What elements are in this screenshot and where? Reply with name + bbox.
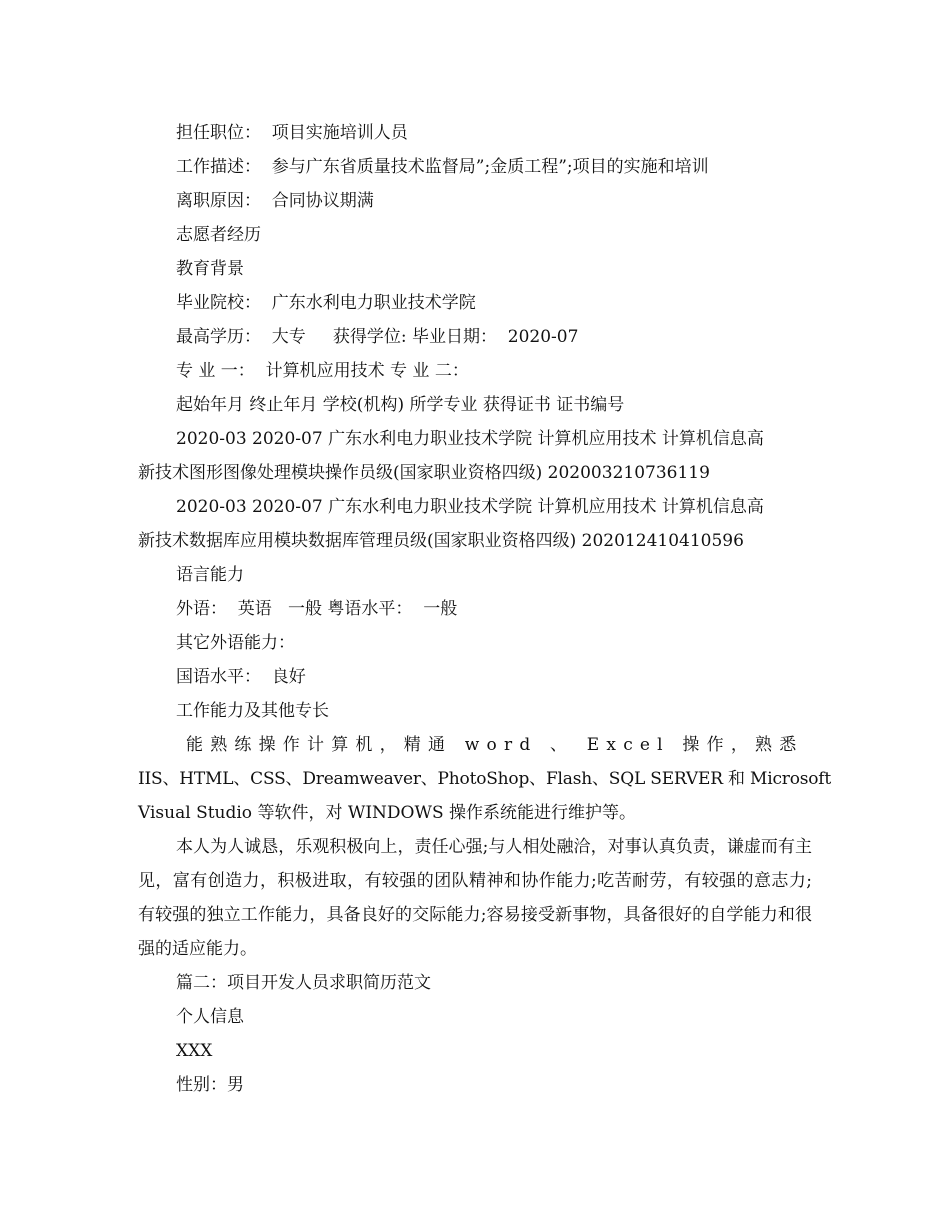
gender-line: 性别：男 (176, 1075, 244, 1095)
name-line: XXX (176, 1041, 213, 1061)
certificate-entry-1-line-1: 2020-03 2020-07 广东水利电力职业技术学院 计算机应用技术 计算机信息高 (176, 429, 764, 449)
leave-reason-line: 离职原因： 合同协议期满 (176, 191, 374, 211)
work-description-line: 工作描述： 参与广东省质量技术监督局”;金质工程”;项目的实施和培训 (176, 157, 709, 177)
certificate-entry-2-line-1: 2020-03 2020-07 广东水利电力职业技术学院 计算机应用技术 计算机信息高 (176, 497, 764, 517)
document-body (138, 116, 832, 1102)
language-heading: 语言能力 (176, 565, 244, 585)
skills-line-1: 能熟练操作计算机，精通 word 、 Excel 操作，熟悉 (186, 735, 804, 755)
skills-line-2: IIS、HTML、CSS、Dreamweaver、PhotoShop、Flash、SQL SERVER 和 Microsoft (138, 769, 832, 789)
education-heading: 教育背景 (176, 259, 244, 279)
degree-line: 最高学历： 大专 获得学位: 毕业日期： 2020-07 (176, 327, 579, 347)
major-line: 专 业 一： 计算机应用技术 专 业 二： (176, 361, 469, 381)
skills-line-3: Visual Studio 等软件，对 WINDOWS 操作系统能进行维护等。 (138, 803, 637, 823)
personal-info-heading: 个人信息 (176, 1007, 244, 1027)
certificate-header-line: 起始年月 终止年月 学校(机构) 所学专业 获得证书 证书编号 (176, 395, 625, 415)
certificate-entry-1 (138, 422, 812, 490)
foreign-language-line: 外语： 英语 一般 粤语水平： 一般 (176, 599, 458, 619)
volunteer-heading: 志愿者经历 (176, 225, 261, 245)
certificate-entry-1-line-2: 新技术图形图像处理模块操作员级(国家职业资格四级) 202003210736119 (138, 463, 710, 483)
certificate-entry-2 (138, 490, 812, 558)
school-line: 毕业院校： 广东水利电力职业技术学院 (176, 293, 476, 313)
certificate-entry-2-line-2: 新技术数据库应用模块数据库管理员级(国家职业资格四级) 202012410410596 (138, 531, 744, 551)
mandarin-line: 国语水平： 良好 (176, 667, 306, 687)
part-two-heading: 篇二：项目开发人员求职简历范文 (176, 973, 431, 993)
self-evaluation-paragraph: 本人为人诚恳，乐观积极向上，责任心强;与人相处融洽，对事认真负责，谦虚而有主见，富有创造力，积极进取，有较强的团队精神和协作能力;吃苦耐劳，有较强的意志力;有较强的独立工作能力，具备良好的交际能力;容易接受新事物，具备很好的自学能力和很强的适应能力。 (138, 837, 812, 959)
skills-heading: 工作能力及其他专长 (176, 701, 329, 721)
other-foreign-language-line: 其它外语能力： (176, 633, 295, 653)
skills-paragraph (138, 728, 832, 830)
position-line: 担任职位： 项目实施培训人员 (176, 123, 408, 143)
